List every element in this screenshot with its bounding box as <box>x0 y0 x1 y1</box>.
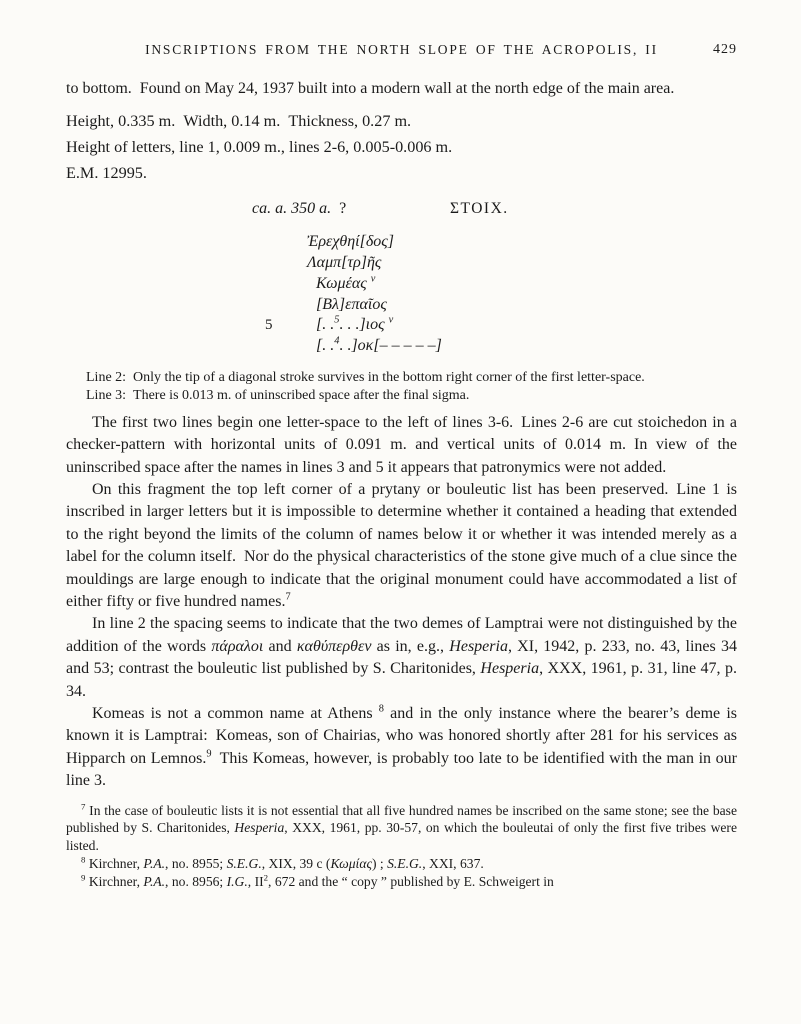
inscription-line-text: [Βλ]επαῖος <box>316 295 387 313</box>
paragraph-intro: to bottom. Found on May 24, 1937 built into a modern wall at the north edge of the main area. <box>66 80 675 97</box>
footnote-7: $^7$ In the case of bouleutic lists it is not essential that all five hundred names be inscribed on the same stone; see the base published by S. Charitonides, Hesperia, XXX, 1961, pp. 30-57, on which the bouleutai of only the first five tribes were listed. <box>66 801 737 854</box>
paragraph-fragment: On this fragment the top left corner of a prytany or bouleutic list has been preserved. Line 1 is inscribed in larger letters but it is impossible to determine whether it contained a heading that extended to the right beyond the limits of the column of names below it or whether it was intended merely as a label for the column itself. Nor do the physical characteristics of the stone give much of a clue since the mouldings are large enough to indicate that the original monument could have accommodated a list of either fifty or five hundred names.$^7$ <box>66 481 737 611</box>
apparatus-note-line3: Line 3: There is 0.013 m. of uninscribed space after the final sigma. <box>86 388 470 404</box>
inscription-line <box>265 295 737 316</box>
paragraph-komeas: Komeas is not a common name at Athens $^8$ and in the only instance where the bearer’s deme is known it is Lamptrai: Komeas, son of Chairias, who was honored shortly after 281 for his services as Hipparch on Lemnos.$^9$ This Komeas, however, is probably too late to be identified with the man in our line 3. <box>66 703 738 790</box>
inscription-line <box>265 315 737 336</box>
inscription-line <box>265 274 737 295</box>
inscription-line-number: 5 <box>265 317 273 334</box>
inscription-line-text: [. .$^4$. .]οκ[– – – – –] <box>316 335 442 355</box>
footnote-9: $^9$ Kirchner, P.A., no. 8956; I.G., $II^2$, 672 and the “ copy ” published by E. Schweigert in <box>81 872 554 890</box>
page-header <box>66 42 737 58</box>
inscription-line-text: [. .$^5$. . .]ιος $^v$ <box>316 315 394 334</box>
footnotes-block <box>66 802 737 892</box>
running-title: INSCRIPTIONS FROM THE NORTH SLOPE OF THE ACROPOLIS, II <box>145 42 658 57</box>
inventory-number: E.M. 12995. <box>66 163 147 182</box>
inscription-block <box>265 232 737 357</box>
measurements-block <box>66 109 737 186</box>
inscription-line-text: Κωμέας $^v$ <box>316 273 376 292</box>
date-line <box>66 200 737 226</box>
date-attribution: ca. a. 350 a. ? <box>252 200 347 218</box>
inscription-line-text: Ἐρεχθηί[δος] <box>307 233 394 251</box>
inscription-line <box>265 253 737 274</box>
apparatus-note-line2: Line 2: Only the tip of a diagonal stroke survives in the bottom right corner of the first letter-space. <box>86 369 645 385</box>
measurement-letters: Height of letters, line 1, 0.009 m., lines 2-6, 0.005-0.006 m. <box>66 137 453 156</box>
inscription-line <box>265 232 737 253</box>
measurement-dimensions: Height, 0.335 m. Width, 0.14 m. Thickness, 0.27 m. <box>66 112 412 131</box>
paragraph-stoichedon: The first two lines begin one letter-space to the left of lines 3-6. Lines 2-6 are cut stoichedon in a checker-pattern with horizontal units of 0.091 m. and vertical units of 0.014 m. In view of the uninscribed space after the names in lines 3 and 5 it appears that patronymics were not added. <box>66 413 737 476</box>
inscription-line <box>265 336 737 357</box>
footnote-8: $^8$ Kirchner, P.A., no. 8955; S.E.G., XIX, 39 c (Κωμίας) ; S.E.G., XXI, 637. <box>81 854 484 872</box>
page-number: 429 <box>713 42 737 57</box>
inscription-line-text: Λαμπ[τρ]ῆς <box>307 253 382 271</box>
stoichedon-label: ΣΤΟΙΧ. <box>450 200 509 218</box>
apparatus-notes <box>66 369 737 406</box>
paragraph-lamptrai: In line 2 the spacing seems to indicate that the two demes of Lamptrai were not distinguished by the addition of the words πάραλοι and καθύπερθεν as in, e.g., Hesperia, XI, 1942, p. 233, no. 43, lines 34 and 53; contrast the bouleutic list published by S. Charitonides, Hesperia, XXX, 1961, p. 31, line 47, p. 34. <box>66 615 737 700</box>
